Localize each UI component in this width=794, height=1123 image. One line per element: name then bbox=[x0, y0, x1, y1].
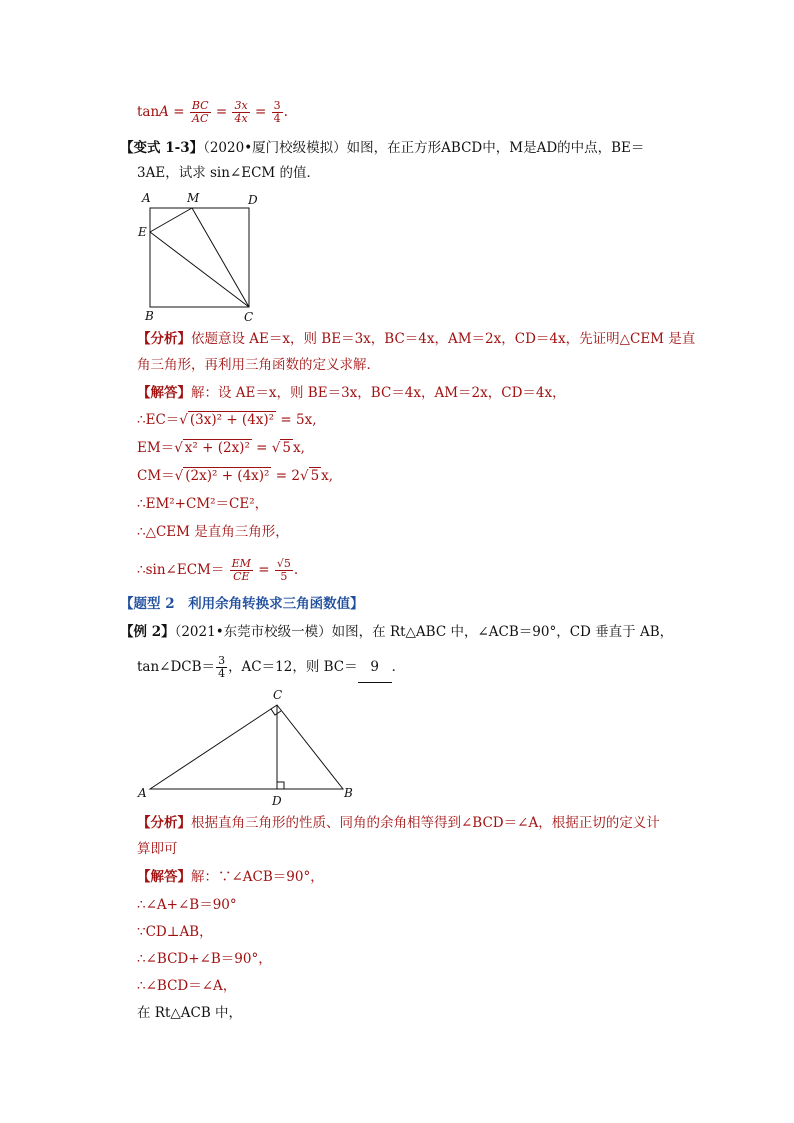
example2-line-1 bbox=[120, 622, 673, 642]
answer1-ec: ∴EC＝√ (3x)² + (4x)² = 5x, bbox=[137, 412, 317, 428]
answer1-line-1 bbox=[137, 383, 566, 403]
triangle-figure bbox=[130, 685, 365, 810]
answer2-line-1 bbox=[137, 867, 324, 887]
eq-sign: = bbox=[256, 440, 268, 456]
tan-func: tan bbox=[137, 104, 160, 120]
example-tag: 【例 2】 bbox=[120, 624, 175, 640]
ec-prefix: ∴EC＝ bbox=[137, 412, 180, 428]
answer2-line-5: ∴∠BCD＝∠A， bbox=[137, 978, 237, 994]
cm-prefix: CM＝ bbox=[137, 468, 175, 484]
answer-text: 解：∵∠ACB＝90°， bbox=[191, 869, 324, 885]
square-figure bbox=[130, 188, 270, 323]
answer2-line-6: 在 Rt△ACB 中， bbox=[137, 1005, 243, 1021]
frac-num: 3 bbox=[218, 654, 226, 667]
triangle-abc bbox=[150, 705, 343, 789]
analysis1-line-1 bbox=[137, 329, 695, 349]
right-angle-mark-c bbox=[271, 709, 281, 715]
answer-tag: 【解答】 bbox=[137, 385, 191, 401]
label-c: C bbox=[244, 310, 254, 323]
fraction-bc-ac bbox=[190, 100, 211, 125]
square-abcd bbox=[150, 208, 249, 307]
type2-heading: 【题型 2 利用余角转换求三角函数值】 bbox=[120, 596, 364, 612]
fraction-3x-4x bbox=[232, 100, 249, 125]
frac-den: 4 bbox=[218, 667, 226, 680]
frac-num: 3 bbox=[273, 99, 281, 112]
cm-result: x, bbox=[321, 468, 334, 484]
answer-text: 解：设 AE＝x，则 BE＝3x，BC＝4x，AM＝2x，CD＝4x， bbox=[191, 385, 566, 401]
frac-num: BC bbox=[191, 99, 209, 112]
eq-sign: = bbox=[258, 562, 270, 578]
fraction-em-ce bbox=[230, 558, 253, 583]
period: ． bbox=[391, 659, 406, 675]
segment-ec bbox=[150, 232, 249, 307]
cm-radicand: (2x)² + (4x)² bbox=[185, 468, 270, 484]
analysis-text: 依题意设 AE＝x，则 BE＝3x，BC＝4x，AM＝2x，CD＝4x，先证明△CEM 是直 bbox=[191, 331, 696, 347]
intro-tan-line bbox=[137, 98, 288, 126]
analysis1-line-2: 角三角形，再利用三角函数的定义求解． bbox=[137, 357, 380, 373]
label-d: D bbox=[272, 794, 282, 808]
analysis-text: 根据直角三角形的性质、同角的余角相等得到∠BCD＝∠A，根据正切的定义计 bbox=[191, 815, 660, 831]
em-root: 5 bbox=[282, 440, 291, 456]
tan-prefix: tan∠DCB＝ bbox=[137, 659, 216, 675]
answer1-sin bbox=[137, 556, 298, 584]
label-a: A bbox=[138, 786, 147, 800]
frac-num: √5 bbox=[276, 557, 291, 570]
period: . bbox=[283, 104, 288, 120]
answer2-line-4: ∴∠BCD+∠B＝90°， bbox=[137, 951, 272, 967]
answer1-right: ∴△CEM 是直角三角形， bbox=[137, 524, 289, 540]
sin-prefix: ∴sin∠ECM＝ bbox=[137, 562, 225, 578]
frac-den: 5 bbox=[280, 570, 288, 583]
analysis-tag: 【分析】 bbox=[137, 331, 191, 347]
eq-sign: = bbox=[215, 104, 228, 120]
em-radicand: x² + (2x)² bbox=[184, 440, 250, 456]
answer2-line-2: ∴∠A+∠B＝90° bbox=[137, 897, 237, 913]
frac-den: AC bbox=[192, 112, 209, 125]
frac-den: CE bbox=[233, 570, 250, 583]
label-c: C bbox=[273, 688, 283, 702]
answer2-line-3: ∵CD⊥AB， bbox=[137, 924, 213, 940]
analysis2-line-2: 算即可 bbox=[137, 841, 178, 857]
answer1-em: EM＝√ x² + (2x)² = √ 5 x, bbox=[137, 440, 305, 456]
tan-var: A bbox=[159, 104, 169, 120]
frac-den: 4x bbox=[234, 112, 248, 125]
variant-tag: 【变式 1-3】 bbox=[120, 140, 204, 156]
em-prefix: EM＝ bbox=[137, 440, 175, 456]
fraction-3-4 bbox=[272, 100, 283, 125]
frac-den: 4 bbox=[273, 112, 281, 125]
label-d: D bbox=[248, 193, 258, 207]
eq-sign: = bbox=[173, 104, 185, 120]
variant-line-2: 3AE，试求 sin∠ECM 的值． bbox=[137, 165, 321, 181]
answer-blank: 9 bbox=[358, 652, 392, 683]
frac-num: EM bbox=[231, 557, 251, 570]
em-result: x, bbox=[292, 440, 305, 456]
variant-text-1: 如图，在正方形ABCD中，M是AD的中点，BE＝ bbox=[346, 140, 645, 156]
segment-em bbox=[150, 208, 192, 232]
period: . bbox=[293, 562, 299, 578]
analysis-tag: 【分析】 bbox=[137, 815, 191, 831]
cm-eq: = 2 bbox=[275, 468, 300, 484]
answer1-sum: ∴EM²+CM²＝CE²， bbox=[137, 496, 269, 512]
right-angle-mark-d bbox=[277, 782, 284, 789]
eq-sign: = bbox=[254, 104, 267, 120]
fraction-root5-5 bbox=[275, 558, 293, 583]
label-a: A bbox=[142, 191, 151, 205]
cm-root: 5 bbox=[310, 468, 320, 484]
fraction-3-4 bbox=[216, 655, 227, 680]
analysis2-line-1 bbox=[137, 813, 660, 833]
label-b: B bbox=[145, 309, 154, 323]
example2-line-2 bbox=[137, 652, 405, 683]
segment-mc bbox=[192, 208, 249, 307]
ec-radicand: (3x)² + (4x)² bbox=[189, 412, 275, 428]
variant-source: （2020•厦门校级模拟） bbox=[203, 140, 347, 156]
label-e: E bbox=[138, 225, 147, 239]
example-text: （2021•东莞市校级一模）如图，在 Rt△ABC 中，∠ACB＝90°，CD 垂直于 AB， bbox=[174, 624, 674, 640]
ec-result: = 5x, bbox=[280, 412, 317, 428]
answer-tag: 【解答】 bbox=[137, 869, 191, 885]
label-m: M bbox=[187, 191, 200, 205]
tan-text: ，AC＝12，则 BC＝ bbox=[228, 659, 358, 675]
label-b: B bbox=[344, 786, 353, 800]
frac-num: 3x bbox=[234, 99, 248, 112]
answer1-cm: CM＝√ (2x)² + (4x)² = 2√ 5 x, bbox=[137, 468, 334, 484]
variant-line-1 bbox=[120, 138, 644, 158]
